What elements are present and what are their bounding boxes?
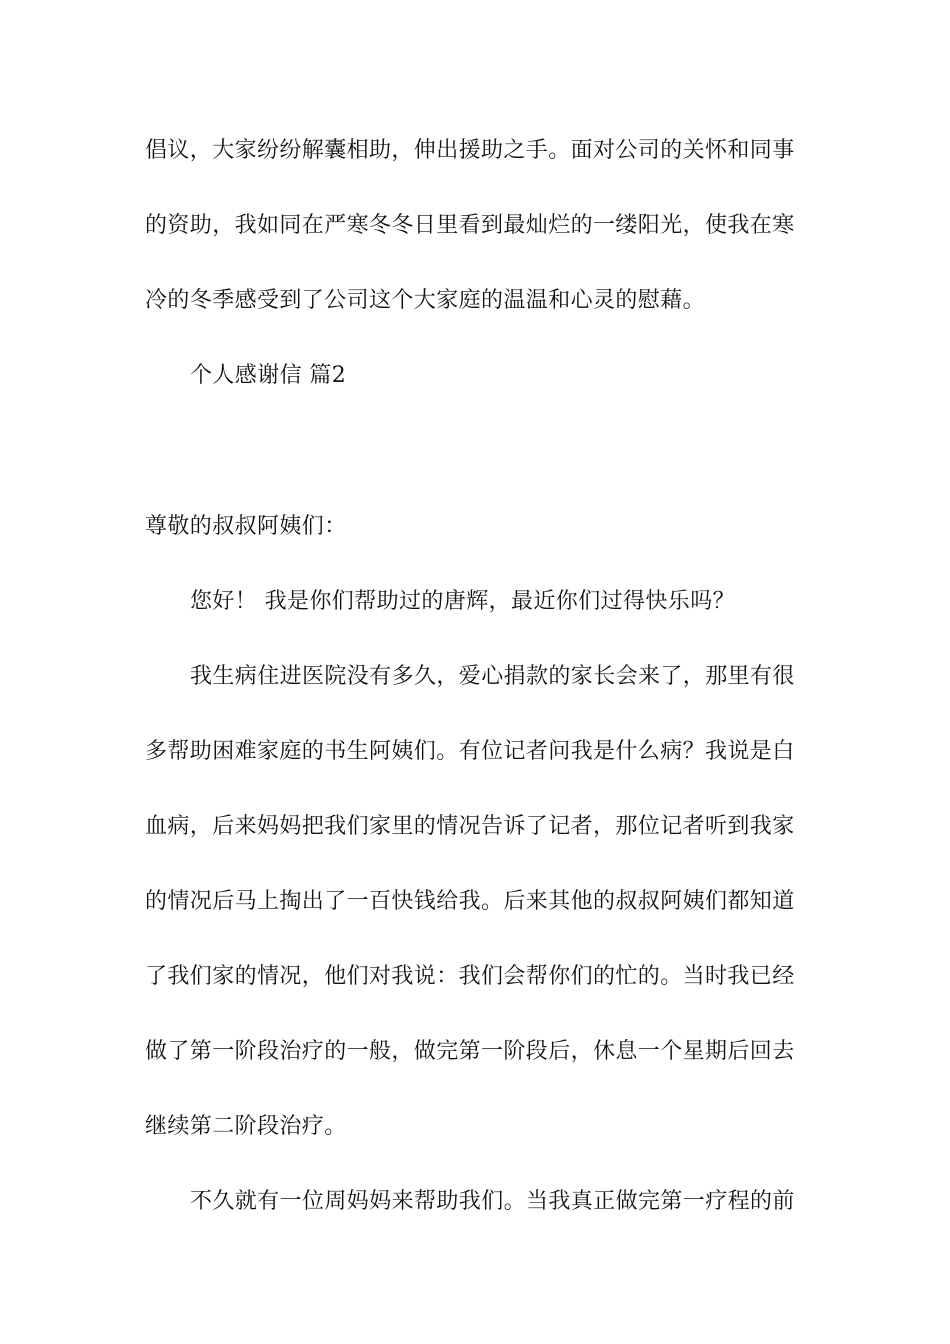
paragraph-line: 了我们家的情况，他们对我说：我们会帮你们的忙的。当时我已经 — [145, 964, 795, 989]
paragraph-line: 的情况后马上掏出了一百快钱给我。后来其他的叔叔阿姨们都知道 — [145, 889, 795, 914]
paragraph-line: 我生病住进医院没有多久，爱心捐款的家长会来了，那里有很 — [190, 664, 795, 689]
paragraph-line: 冷的冬季感受到了公司这个大家庭的温温和心灵的慰藉。 — [145, 288, 706, 313]
paragraph-line: 倡议，大家纷纷解囊相助，伸出援助之手。面对公司的关怀和同事 — [145, 138, 795, 163]
paragraph-line: 不久就有一位周妈妈来帮助我们。当我真正做完第一疗程的前 — [190, 1189, 795, 1214]
paragraph-line: 做了第一阶段治疗的一般，做完第一阶段后，休息一个星期后回去 — [145, 1039, 795, 1064]
salutation: 尊敬的叔叔阿姨们： — [145, 514, 347, 539]
greeting-line: 您好！ 我是你们帮助过的唐辉，最近你们过得快乐吗？ — [190, 589, 735, 614]
paragraph-line: 继续第二阶段治疗。 — [145, 1114, 347, 1139]
paragraph-line: 血病，后来妈妈把我们家里的情况告诉了记者，那位记者听到我家 — [145, 814, 795, 839]
section-heading: 个人感谢信 篇2 — [190, 363, 347, 388]
paragraph-line: 的资助，我如同在严寒冬冬日里看到最灿烂的一缕阳光，使我在寒 — [145, 213, 795, 238]
paragraph-line: 多帮助困难家庭的书生阿姨们。有位记者问我是什么病？我说是白 — [145, 739, 795, 764]
